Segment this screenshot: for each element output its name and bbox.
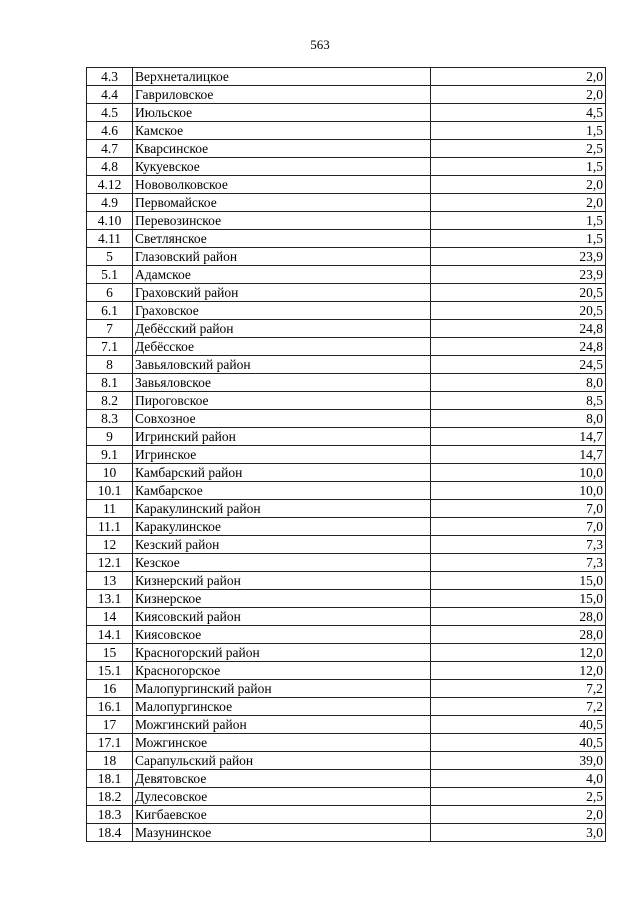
row-value: 8,0 xyxy=(431,410,606,428)
row-number: 8.3 xyxy=(87,410,133,428)
table-row xyxy=(87,626,606,644)
table-row xyxy=(87,122,606,140)
table-row xyxy=(87,194,606,212)
data-table xyxy=(86,67,606,842)
row-number: 16.1 xyxy=(87,698,133,716)
row-name: Киясовский район xyxy=(133,608,431,626)
row-value: 2,0 xyxy=(431,86,606,104)
row-value: 7,2 xyxy=(431,698,606,716)
row-name: Граховский район xyxy=(133,284,431,302)
row-number: 11.1 xyxy=(87,518,133,536)
row-value: 1,5 xyxy=(431,122,606,140)
row-number: 4.6 xyxy=(87,122,133,140)
row-name: Кизнерский район xyxy=(133,572,431,590)
table-row xyxy=(87,662,606,680)
row-name: Камбарское xyxy=(133,482,431,500)
table-row xyxy=(87,104,606,122)
row-name: Кигбаевское xyxy=(133,806,431,824)
row-number: 13.1 xyxy=(87,590,133,608)
table-row xyxy=(87,752,606,770)
row-value: 14,7 xyxy=(431,446,606,464)
table-row xyxy=(87,284,606,302)
table-row xyxy=(87,176,606,194)
table-row xyxy=(87,140,606,158)
table-row xyxy=(87,788,606,806)
row-number: 12.1 xyxy=(87,554,133,572)
table-row xyxy=(87,734,606,752)
row-value: 15,0 xyxy=(431,572,606,590)
row-name: Гавриловское xyxy=(133,86,431,104)
row-name: Каракулинское xyxy=(133,518,431,536)
row-value: 8,5 xyxy=(431,392,606,410)
table-row xyxy=(87,590,606,608)
table-row xyxy=(87,554,606,572)
row-number: 4.7 xyxy=(87,140,133,158)
row-name: Первомайское xyxy=(133,194,431,212)
table-row xyxy=(87,356,606,374)
table-row xyxy=(87,536,606,554)
table-row xyxy=(87,68,606,86)
row-name: Кукуевское xyxy=(133,158,431,176)
row-name: Сарапульский район xyxy=(133,752,431,770)
table-row xyxy=(87,392,606,410)
row-number: 9.1 xyxy=(87,446,133,464)
row-value: 39,0 xyxy=(431,752,606,770)
table-row xyxy=(87,608,606,626)
table-row xyxy=(87,824,606,842)
table-row xyxy=(87,374,606,392)
table-row xyxy=(87,410,606,428)
row-number: 4.8 xyxy=(87,158,133,176)
row-value: 14,7 xyxy=(431,428,606,446)
row-number: 4.4 xyxy=(87,86,133,104)
row-value: 24,8 xyxy=(431,338,606,356)
table-row xyxy=(87,464,606,482)
table-row xyxy=(87,320,606,338)
table-row xyxy=(87,698,606,716)
row-number: 4.12 xyxy=(87,176,133,194)
row-value: 23,9 xyxy=(431,266,606,284)
row-value: 40,5 xyxy=(431,716,606,734)
row-number: 5 xyxy=(87,248,133,266)
row-name: Кизнерское xyxy=(133,590,431,608)
row-name: Игринское xyxy=(133,446,431,464)
row-number: 18.1 xyxy=(87,770,133,788)
row-number: 4.9 xyxy=(87,194,133,212)
row-name: Адамское xyxy=(133,266,431,284)
row-value: 12,0 xyxy=(431,662,606,680)
table-row xyxy=(87,806,606,824)
row-value: 2,0 xyxy=(431,176,606,194)
row-name: Красногорское xyxy=(133,662,431,680)
page-number: 563 xyxy=(310,37,330,52)
row-number: 12 xyxy=(87,536,133,554)
row-name: Завьяловский район xyxy=(133,356,431,374)
row-number: 15.1 xyxy=(87,662,133,680)
row-value: 28,0 xyxy=(431,608,606,626)
table-row xyxy=(87,518,606,536)
table-row xyxy=(87,500,606,518)
row-name: Июльское xyxy=(133,104,431,122)
table-row xyxy=(87,680,606,698)
row-value: 28,0 xyxy=(431,626,606,644)
table-row xyxy=(87,770,606,788)
row-number: 10.1 xyxy=(87,482,133,500)
row-value: 12,0 xyxy=(431,644,606,662)
row-name: Камбарский район xyxy=(133,464,431,482)
row-number: 17 xyxy=(87,716,133,734)
row-number: 18.2 xyxy=(87,788,133,806)
row-number: 16 xyxy=(87,680,133,698)
table-row xyxy=(87,482,606,500)
table-row xyxy=(87,212,606,230)
row-value: 1,5 xyxy=(431,212,606,230)
row-name: Игринский район xyxy=(133,428,431,446)
row-number: 17.1 xyxy=(87,734,133,752)
row-name: Каракулинский район xyxy=(133,500,431,518)
row-number: 4.3 xyxy=(87,68,133,86)
row-value: 24,5 xyxy=(431,356,606,374)
row-number: 18.4 xyxy=(87,824,133,842)
row-name: Можгинское xyxy=(133,734,431,752)
row-number: 4.10 xyxy=(87,212,133,230)
table-row xyxy=(87,230,606,248)
row-value: 7,3 xyxy=(431,536,606,554)
row-value: 2,5 xyxy=(431,140,606,158)
row-value: 2,5 xyxy=(431,788,606,806)
row-name: Дулесовское xyxy=(133,788,431,806)
row-name: Совхозное xyxy=(133,410,431,428)
row-name: Пироговское xyxy=(133,392,431,410)
row-number: 14.1 xyxy=(87,626,133,644)
row-name: Красногорский район xyxy=(133,644,431,662)
row-value: 15,0 xyxy=(431,590,606,608)
row-value: 4,0 xyxy=(431,770,606,788)
row-name: Кварсинское xyxy=(133,140,431,158)
row-number: 4.11 xyxy=(87,230,133,248)
table-body xyxy=(87,68,606,842)
row-value: 1,5 xyxy=(431,158,606,176)
row-number: 8 xyxy=(87,356,133,374)
row-value: 2,0 xyxy=(431,68,606,86)
row-name: Перевозинское xyxy=(133,212,431,230)
table-row xyxy=(87,572,606,590)
table-row xyxy=(87,338,606,356)
row-number: 9 xyxy=(87,428,133,446)
row-number: 14 xyxy=(87,608,133,626)
row-value: 2,0 xyxy=(431,806,606,824)
row-value: 7,0 xyxy=(431,500,606,518)
row-number: 8.2 xyxy=(87,392,133,410)
row-value: 10,0 xyxy=(431,482,606,500)
table-row xyxy=(87,446,606,464)
row-value: 7,3 xyxy=(431,554,606,572)
row-name: Можгинский район xyxy=(133,716,431,734)
row-value: 23,9 xyxy=(431,248,606,266)
row-name: Дебёсское xyxy=(133,338,431,356)
row-value: 40,5 xyxy=(431,734,606,752)
row-value: 3,0 xyxy=(431,824,606,842)
table-row xyxy=(87,644,606,662)
row-value: 10,0 xyxy=(431,464,606,482)
row-number: 11 xyxy=(87,500,133,518)
row-name: Нововолковское xyxy=(133,176,431,194)
row-name: Глазовский район xyxy=(133,248,431,266)
row-name: Верхнеталицкое xyxy=(133,68,431,86)
row-value: 20,5 xyxy=(431,284,606,302)
row-number: 10 xyxy=(87,464,133,482)
row-number: 15 xyxy=(87,644,133,662)
row-number: 5.1 xyxy=(87,266,133,284)
row-value: 2,0 xyxy=(431,194,606,212)
row-name: Девятовское xyxy=(133,770,431,788)
row-name: Камское xyxy=(133,122,431,140)
table-row xyxy=(87,428,606,446)
table-row xyxy=(87,248,606,266)
row-name: Дебёсский район xyxy=(133,320,431,338)
table-row xyxy=(87,266,606,284)
row-value: 20,5 xyxy=(431,302,606,320)
row-name: Киясовское xyxy=(133,626,431,644)
row-number: 4.5 xyxy=(87,104,133,122)
row-name: Кезский район xyxy=(133,536,431,554)
table-row xyxy=(87,302,606,320)
row-number: 18 xyxy=(87,752,133,770)
row-value: 1,5 xyxy=(431,230,606,248)
row-number: 18.3 xyxy=(87,806,133,824)
row-number: 7 xyxy=(87,320,133,338)
row-name: Завьяловское xyxy=(133,374,431,392)
row-number: 6 xyxy=(87,284,133,302)
row-value: 7,2 xyxy=(431,680,606,698)
row-value: 4,5 xyxy=(431,104,606,122)
row-value: 7,0 xyxy=(431,518,606,536)
row-number: 7.1 xyxy=(87,338,133,356)
row-name: Малопургинское xyxy=(133,698,431,716)
table-row xyxy=(87,158,606,176)
row-value: 8,0 xyxy=(431,374,606,392)
row-number: 6.1 xyxy=(87,302,133,320)
row-name: Мазунинское xyxy=(133,824,431,842)
table-row xyxy=(87,716,606,734)
row-number: 8.1 xyxy=(87,374,133,392)
row-name: Светлянское xyxy=(133,230,431,248)
row-number: 13 xyxy=(87,572,133,590)
row-name: Граховское xyxy=(133,302,431,320)
row-name: Кезское xyxy=(133,554,431,572)
row-value: 24,8 xyxy=(431,320,606,338)
table-row xyxy=(87,86,606,104)
row-name: Малопургинский район xyxy=(133,680,431,698)
